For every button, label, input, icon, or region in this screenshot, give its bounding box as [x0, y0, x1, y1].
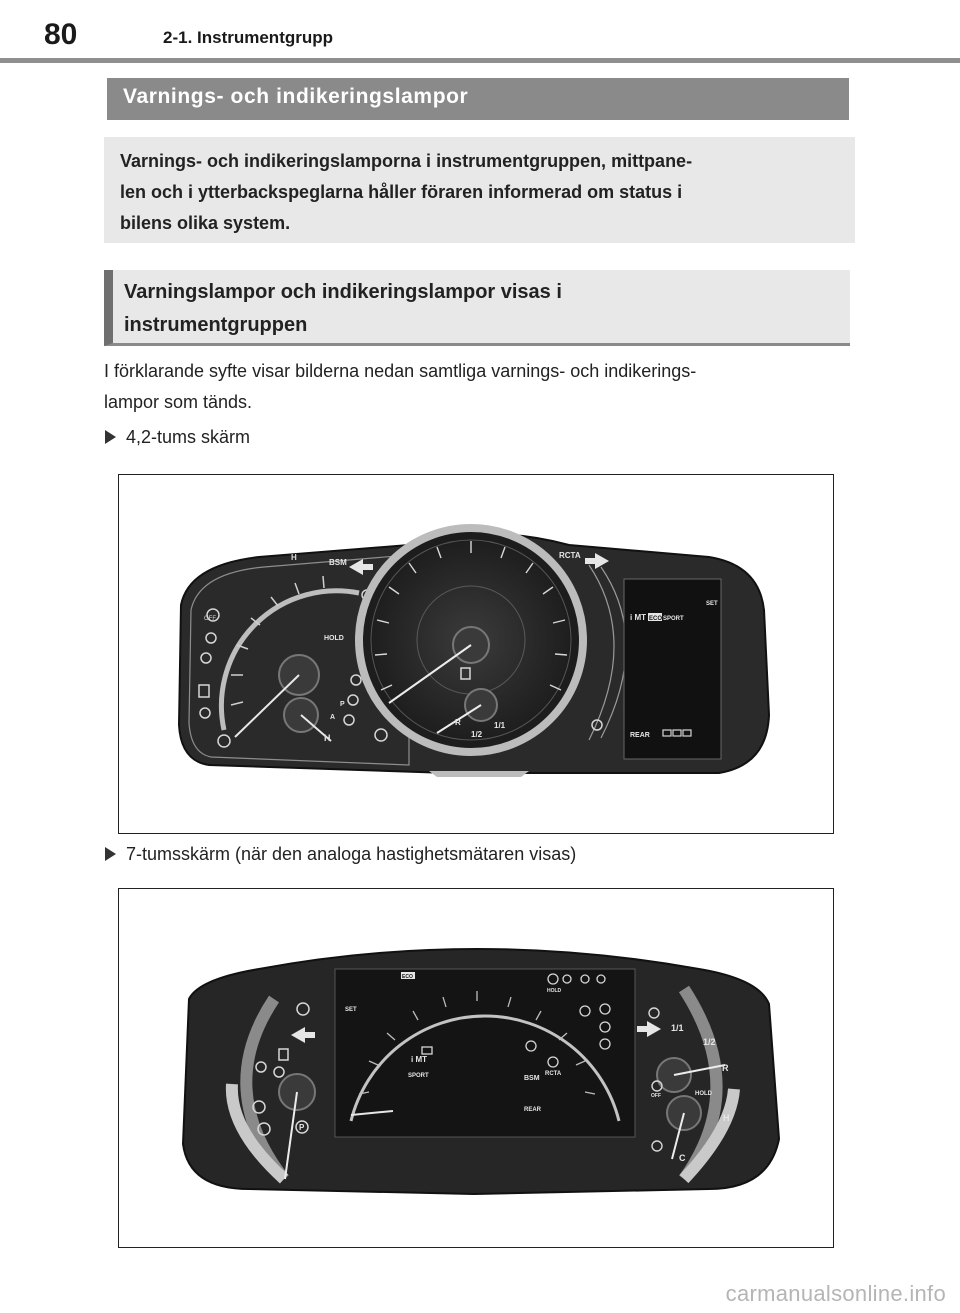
page-title: Varnings- och indikeringslampor	[123, 85, 469, 108]
bsm-label: BSM	[329, 558, 347, 567]
intro-line: bilens olika system.	[120, 213, 291, 233]
hold-label: HOLD	[547, 988, 562, 994]
subheading-line: Varningslampor och indikeringslampor visas i	[124, 281, 562, 303]
p-label: P	[340, 701, 345, 708]
figure-cluster-7-inch	[118, 888, 834, 1248]
temp-h-label: H	[324, 733, 331, 743]
title-bar	[107, 78, 849, 120]
set-label: SET	[706, 601, 718, 607]
off-label: OFF	[651, 1093, 661, 1099]
c-label: C	[679, 1153, 686, 1163]
bullet-item	[105, 427, 250, 448]
imt-label: i MT	[411, 1055, 427, 1064]
hold-label-right: HOLD	[695, 1091, 712, 1097]
set-label: SET	[345, 1007, 357, 1013]
bullet-arrow-icon	[105, 430, 116, 444]
subheading-line: instrumentgruppen	[124, 314, 308, 336]
rear-label: REAR	[630, 732, 650, 739]
bullet-item	[105, 844, 576, 865]
subheading-box	[104, 270, 850, 346]
h-label: H	[723, 1113, 730, 1123]
fuel-half-label: 1/2	[471, 730, 483, 739]
r-label: R	[722, 1063, 729, 1073]
fuel-full-label: 1/1	[494, 721, 506, 730]
header-rule	[0, 58, 960, 63]
intro-box	[104, 137, 855, 243]
bullet-arrow-icon	[105, 847, 116, 861]
bullet-label: 7-tumsskärm (när den analoga hastighetsmätaren visas)	[126, 844, 577, 864]
a-label: A	[330, 714, 336, 721]
intro-line: len och i ytterbackspeglarna håller föraren informerad om status i	[120, 182, 683, 202]
imt-label: i MT	[630, 613, 646, 622]
parking-p-label: P	[299, 1123, 305, 1132]
rear-label: REAR	[524, 1107, 542, 1113]
cluster-7-illustration	[119, 889, 832, 1246]
fuel-full-label: 1/1	[671, 1023, 684, 1033]
watermark: carmanualsonline.info	[725, 1281, 946, 1306]
cluster-4-2-illustration	[119, 475, 832, 832]
body-line: lampor som tänds.	[104, 392, 253, 412]
eco-label: ECO	[649, 616, 663, 622]
eco-label: ECO	[402, 974, 413, 980]
bsm-label: BSM	[524, 1075, 540, 1082]
rcta-label: RCTA	[545, 1071, 562, 1077]
bullet-label: 4,2-tums skärm	[126, 427, 251, 447]
fuel-half-label: 1/2	[703, 1037, 716, 1047]
page-number: 80	[44, 18, 78, 51]
off-label: OFF	[204, 616, 216, 622]
rcta-label: RCTA	[559, 551, 581, 560]
body-line: I förklarande syfte visar bilderna nedan samtliga varnings- och indikerings-	[104, 361, 697, 381]
hold-label: HOLD	[324, 635, 344, 642]
figure-cluster-4-2-inch	[118, 474, 834, 834]
h-label: H	[291, 553, 297, 562]
section-title: 2-1. Instrumentgrupp	[163, 28, 334, 47]
sport-label: SPORT	[408, 1073, 429, 1079]
body-paragraph	[104, 356, 844, 418]
intro-line: Varnings- och indikeringslamporna i instrumentgruppen, mittpane-	[120, 151, 693, 171]
sport-label: SPORT	[663, 616, 684, 622]
rear-r-label: R	[455, 718, 461, 727]
